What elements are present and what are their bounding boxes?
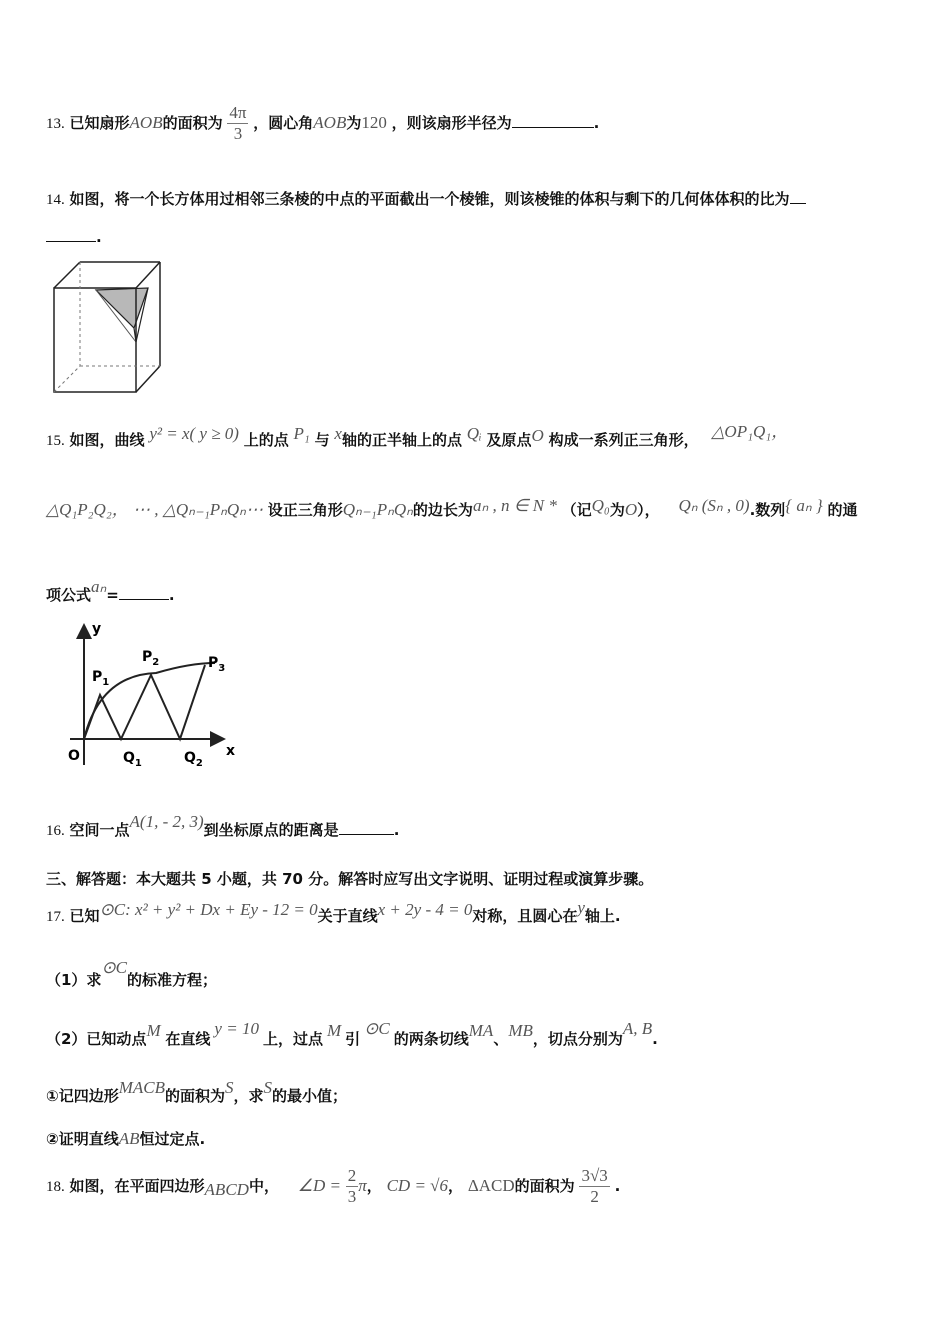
q17-part-2-text-3: 引 [345, 1030, 361, 1048]
q13-end: . [593, 114, 600, 132]
q17-part-2-ab: A, B [622, 1019, 653, 1038]
y-axis-label: y [92, 621, 102, 637]
q18-angle-fraction [346, 1166, 359, 1207]
q17-part-1 [46, 958, 217, 990]
q17-circle-equation: ⊙C: x² + y² + Dx + Ey - 12 = 0 [99, 900, 318, 919]
q2-label: $Q_2$ [184, 750, 203, 769]
q18-cd: CD = √6 [386, 1176, 449, 1195]
q15-text-12: .数列 [749, 501, 786, 519]
q17-part-2-m: M [146, 1021, 161, 1040]
q18-quad: ABCD [204, 1180, 249, 1199]
q18-area-numerator: 3√3 [581, 1166, 608, 1185]
q17-part-2-mb: MB [508, 1021, 533, 1040]
q15-text-14: 项公式 [46, 586, 92, 604]
q15-x-var: x [334, 424, 342, 443]
question-18 [46, 1166, 620, 1207]
q15-sequence: { aₙ } [785, 496, 823, 515]
q15-equals: = [106, 586, 119, 604]
q17-part-1-label: （1）求 [46, 971, 102, 989]
p1-label: $P_1$ [92, 669, 110, 688]
q13-number: 13. [46, 116, 65, 132]
q15-text-4: 轴的正半轴上的点 [341, 431, 462, 449]
q15-an: aₙ [91, 577, 107, 596]
q15-text-1: 如图，曲线 [69, 431, 145, 449]
q15-text-13: 的通 [827, 501, 858, 519]
q18-triangle: ΔACD [467, 1176, 515, 1195]
q17-part-1-circle: ⊙C [101, 958, 128, 977]
q17-sub-1-text-2: ，求 [233, 1087, 264, 1105]
q15-line-2 [46, 495, 857, 520]
q17-sub-1-text-1: 的面积为 [164, 1087, 225, 1105]
cuboid-edge-top-left [54, 262, 80, 288]
q18-text-1: 如图，在平面四边形 [69, 1177, 205, 1195]
q18-angle-numerator: 2 [347, 1166, 357, 1185]
q15-triangle-1: △OP₁Q₁， [711, 422, 789, 441]
q13-text-4: 为 [346, 114, 362, 132]
q16-number: 16. [46, 823, 65, 839]
q14-end: . [96, 228, 102, 246]
q14-answer-blank-1[interactable] [790, 189, 806, 204]
q15-q0: Q₀ [591, 496, 610, 515]
q17-part-2-ma: MA [468, 1021, 494, 1040]
q13-angle-name: AOB [313, 113, 347, 132]
q17-sub-1-quad: MACB [118, 1078, 165, 1097]
origin-label: O [68, 748, 80, 764]
q14-number: 14. [46, 192, 65, 208]
q15-text-10: 为 [609, 501, 625, 519]
q15-text-9: （记 [561, 501, 592, 519]
q15-line-3 [46, 577, 175, 605]
q17-number: 17. [46, 909, 65, 925]
q14-line-2 [46, 227, 102, 246]
q16-text-2: 到坐标原点的距离是 [203, 821, 339, 839]
q15-end: . [168, 586, 175, 604]
q15-answer-blank[interactable] [119, 585, 169, 600]
q15-origin: O [531, 426, 544, 445]
q17-part-2-text-6: ，切点分别为 [532, 1030, 623, 1048]
q1-label: $Q_1$ [123, 750, 142, 769]
cuboid-hidden-edge-3 [54, 366, 80, 392]
q15-number: 15. [46, 433, 65, 449]
q17-y-var: y [577, 898, 585, 917]
q15-triangle-n: Qₙ₋₁PₙQₙ [342, 500, 413, 519]
q17-part-2-label: （2）已知动点 [46, 1030, 147, 1048]
question-14 [46, 188, 806, 209]
q17-sub-2-ab: AB [118, 1129, 140, 1148]
q17-part-1-text: 的标准方程； [127, 971, 218, 989]
cuboid-edge-top-right [136, 262, 160, 288]
q18-text-4: ， [448, 1177, 464, 1195]
q15-text-7: 设正三角形 [267, 501, 343, 519]
q13-text-2: 的面积为 [162, 114, 223, 132]
q17-text-2: 关于直线 [317, 907, 378, 925]
q17-text-3: 对称，且圆心在 [472, 907, 578, 925]
q13-area-denominator: 3 [233, 124, 243, 143]
q16-point: A(1, - 2, 3) [129, 812, 204, 831]
section-3-heading: 三、解答题：本大题共 5 小题，共 70 分。解答时应写出文字说明、证明过程或演算步骤。 [46, 870, 654, 888]
q17-part-2-text-2: 上，过点 [262, 1030, 323, 1048]
q18-text-5: 的面积为 [514, 1177, 575, 1195]
q18-text-2: 中， [248, 1177, 279, 1195]
q13-text-3: ，圆心角 [253, 114, 314, 132]
q15-text-3: 与 [314, 431, 330, 449]
q15-point-qi: Qᵢ [466, 424, 482, 443]
q17-part-2-text-5: 、 [493, 1030, 509, 1048]
q13-text-5: ，则该扇形半径为 [391, 114, 512, 132]
q15-text-11: ）， [637, 501, 660, 519]
q13-sector-name: AOB [129, 113, 163, 132]
question-13 [46, 103, 599, 144]
q18-area-fraction [579, 1166, 609, 1207]
q17-sub-2-pre: ②证明直线 [46, 1130, 119, 1148]
q18-end: . [614, 1177, 621, 1195]
q18-angle-denominator: 3 [347, 1187, 357, 1206]
q15-point-p1: P₁ [293, 424, 310, 443]
p2-label: $P_2$ [142, 649, 160, 668]
q15-an-condition: aₙ , n ∈ N * [472, 496, 557, 515]
q17-text-4: 轴上. [584, 907, 621, 925]
q17-part-2-end: . [652, 1030, 658, 1048]
q17-part-2-line: y = 10 [214, 1019, 259, 1038]
q15-triangle-sequence: △Q₁P₂Q₂， ⋯ , △Qₙ₋₁PₙQₙ⋯ [46, 500, 263, 519]
q13-answer-blank[interactable] [512, 113, 594, 128]
q15-origin-2: O [624, 500, 638, 519]
q13-area-numerator: 4π [229, 103, 247, 122]
q18-number: 18. [46, 1179, 65, 1195]
q16-answer-blank[interactable] [339, 820, 394, 835]
q13-text-1: 已知扇形 [69, 114, 130, 132]
q17-part-2 [46, 1019, 658, 1049]
q17-sub-1-s: S [225, 1078, 234, 1097]
q18-angle-pi: π [358, 1176, 367, 1195]
p3-label: $P_3$ [208, 655, 226, 674]
question-17 [46, 898, 621, 926]
q17-part-2-circle: ⊙C [364, 1019, 390, 1038]
q15-text-8: 的边长为 [412, 501, 473, 519]
q14-text: 如图，将一个长方体用过相邻三条棱的中点的平面截出一个棱锥，则该棱锥的体积与剩下的几何体体积的比为 [69, 190, 790, 208]
q15-qn-point: Qₙ (Sₙ , 0) [678, 496, 750, 515]
q17-line-equation: x + 2y - 4 = 0 [377, 900, 473, 919]
q16-end: . [393, 821, 400, 839]
q13-area-fraction [227, 103, 248, 144]
q15-text-2: 上的点 [243, 431, 289, 449]
q17-sub-1-pre: ①记四边形 [46, 1087, 119, 1105]
q18-area-denominator: 2 [590, 1187, 599, 1206]
x-axis-label: x [226, 743, 236, 759]
q17-text-1: 已知 [69, 907, 100, 925]
q17-sub-2-text: 恒过定点. [139, 1130, 206, 1148]
q17-sub-2 [46, 1128, 205, 1149]
q17-sub-1 [46, 1078, 347, 1106]
q14-answer-blank-2[interactable] [46, 227, 96, 242]
q15-figure-graph [60, 615, 260, 775]
q14-figure-cuboid [48, 258, 166, 396]
q17-sub-1-s2: S [263, 1078, 273, 1097]
q16-text-1: 空间一点 [69, 821, 130, 839]
cuboid-edge-bottom-right [136, 366, 160, 392]
q15-curve-equation: y² = x( y ≥ 0) [149, 424, 239, 443]
q15-text-5: 及原点 [486, 431, 532, 449]
q18-angle-d: ∠D = [297, 1176, 341, 1195]
question-15 [46, 417, 788, 450]
q17-sub-1-text-3: 的最小值； [272, 1087, 348, 1105]
q18-text-3: ， [366, 1177, 382, 1195]
q17-part-2-text-1: 在直线 [165, 1030, 211, 1048]
q17-part-2-m2: M [326, 1021, 342, 1040]
q15-text-6: 构成一系列正三角形， [548, 431, 699, 449]
question-16 [46, 812, 399, 840]
q17-part-2-text-4: 的两条切线 [393, 1030, 469, 1048]
q13-angle-value: 120 [361, 113, 387, 132]
